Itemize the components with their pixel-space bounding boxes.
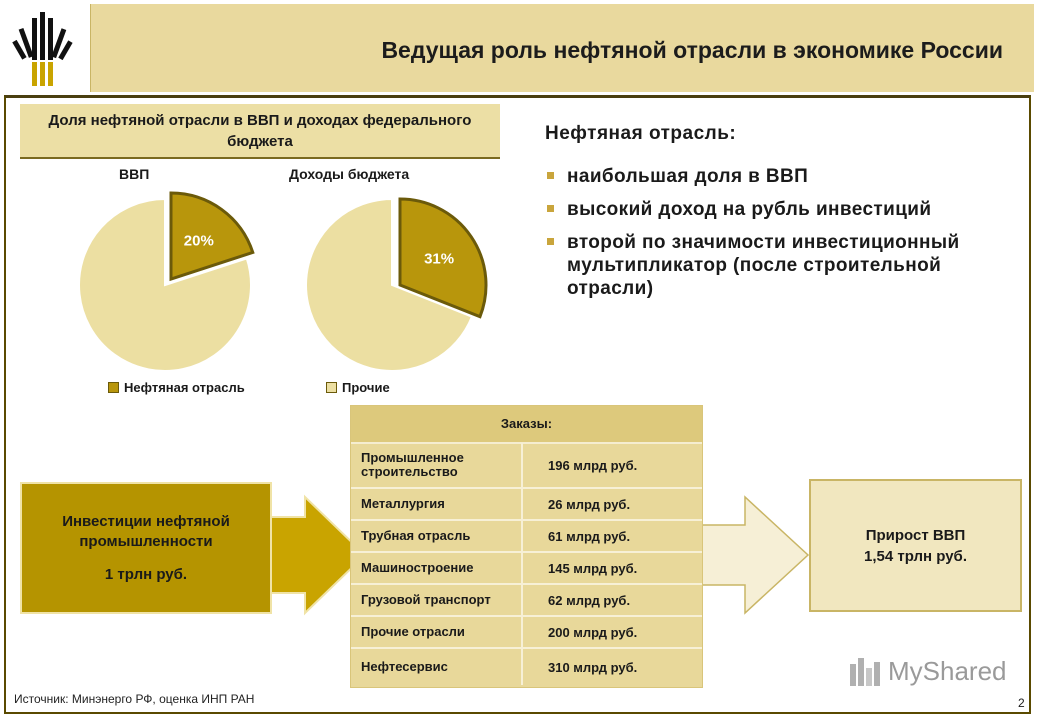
source-note: Источник: Минэнерго РФ, оценка ИНП РАН <box>14 692 255 706</box>
page-title: Ведущая роль нефтяной отрасли в экономике России <box>381 37 1003 63</box>
gdp-growth-box <box>809 479 1022 612</box>
legend-label-oil: Нефтяная отрасль <box>124 380 245 395</box>
legend-item-oil <box>108 380 245 395</box>
order-sector: Прочие отрасли <box>351 617 523 647</box>
share-panel-heading: Доля нефтяной отрасли в ВВП и доходах федерального бюджета <box>20 104 500 159</box>
page-number: 2 <box>1018 696 1025 710</box>
summary-heading: Нефтяная отрасль: <box>545 123 737 144</box>
summary-bullet: наибольшая доля в ВВП <box>545 165 1025 188</box>
pie-data-label: 31% <box>424 250 455 268</box>
order-sector: Нефтесервис <box>351 649 523 685</box>
company-logo <box>6 4 86 92</box>
investment-amount: 1 трлн руб. <box>104 566 188 583</box>
table-row <box>351 443 702 489</box>
bullet-square-icon <box>547 205 554 212</box>
orders-heading: Заказы: <box>351 406 702 444</box>
arrow-right-light <box>690 497 808 613</box>
watermark-text: MyShared <box>888 655 1007 686</box>
watermark-logo-icon <box>848 654 882 688</box>
gdp-growth-amount: 1,54 трлн руб. <box>864 547 967 565</box>
orders-table <box>350 405 703 688</box>
investment-title: Инвестиции нефтяной промышленности <box>62 513 230 550</box>
pie-charts <box>20 185 500 375</box>
pie-budget-label: Доходы бюджета <box>289 166 410 182</box>
pie-chart-gdp <box>79 193 253 371</box>
summary-list <box>545 165 1025 310</box>
summary-bullet: высокий доход на рубль инвестиций <box>545 198 1025 221</box>
summary-bullet: второй по значимости инвестиционный мультипликатор (после строительной отрасли) <box>545 231 1025 300</box>
gdp-growth-title: Прирост ВВП <box>865 526 966 544</box>
order-sector: Трубная отрасль <box>351 521 523 551</box>
order-amount: 62 млрд руб. <box>548 592 631 608</box>
legend-item-other <box>326 380 390 395</box>
table-row <box>351 649 702 685</box>
table-row <box>351 617 702 649</box>
order-amount: 196 млрд руб. <box>548 457 638 473</box>
order-sector: Грузовой транспорт <box>351 585 523 615</box>
pie-data-label: 20% <box>183 232 214 250</box>
order-sector: Машиностроение <box>351 553 523 583</box>
order-amount: 145 млрд руб. <box>548 560 638 576</box>
legend-swatch-oil <box>108 382 119 393</box>
order-sector: Промышленное строительство <box>351 443 523 487</box>
header-band <box>90 4 1034 92</box>
investment-box <box>20 482 272 614</box>
table-row <box>351 553 702 585</box>
logo-icon <box>6 4 86 92</box>
bullet-square-icon <box>547 238 554 245</box>
order-sector: Металлургия <box>351 489 523 519</box>
bullet-square-icon <box>547 172 554 179</box>
pie-gdp-label: ВВП <box>119 166 150 182</box>
table-row <box>351 521 702 553</box>
watermark <box>848 654 1007 688</box>
order-amount: 310 млрд руб. <box>548 659 638 675</box>
pie-chart-budget <box>306 199 486 371</box>
legend-label-other: Прочие <box>342 380 390 395</box>
order-amount: 61 млрд руб. <box>548 528 631 544</box>
table-row <box>351 489 702 521</box>
legend-swatch-other <box>326 382 337 393</box>
order-amount: 26 млрд руб. <box>548 496 631 512</box>
order-amount: 200 млрд руб. <box>548 624 638 640</box>
table-row <box>351 585 702 617</box>
